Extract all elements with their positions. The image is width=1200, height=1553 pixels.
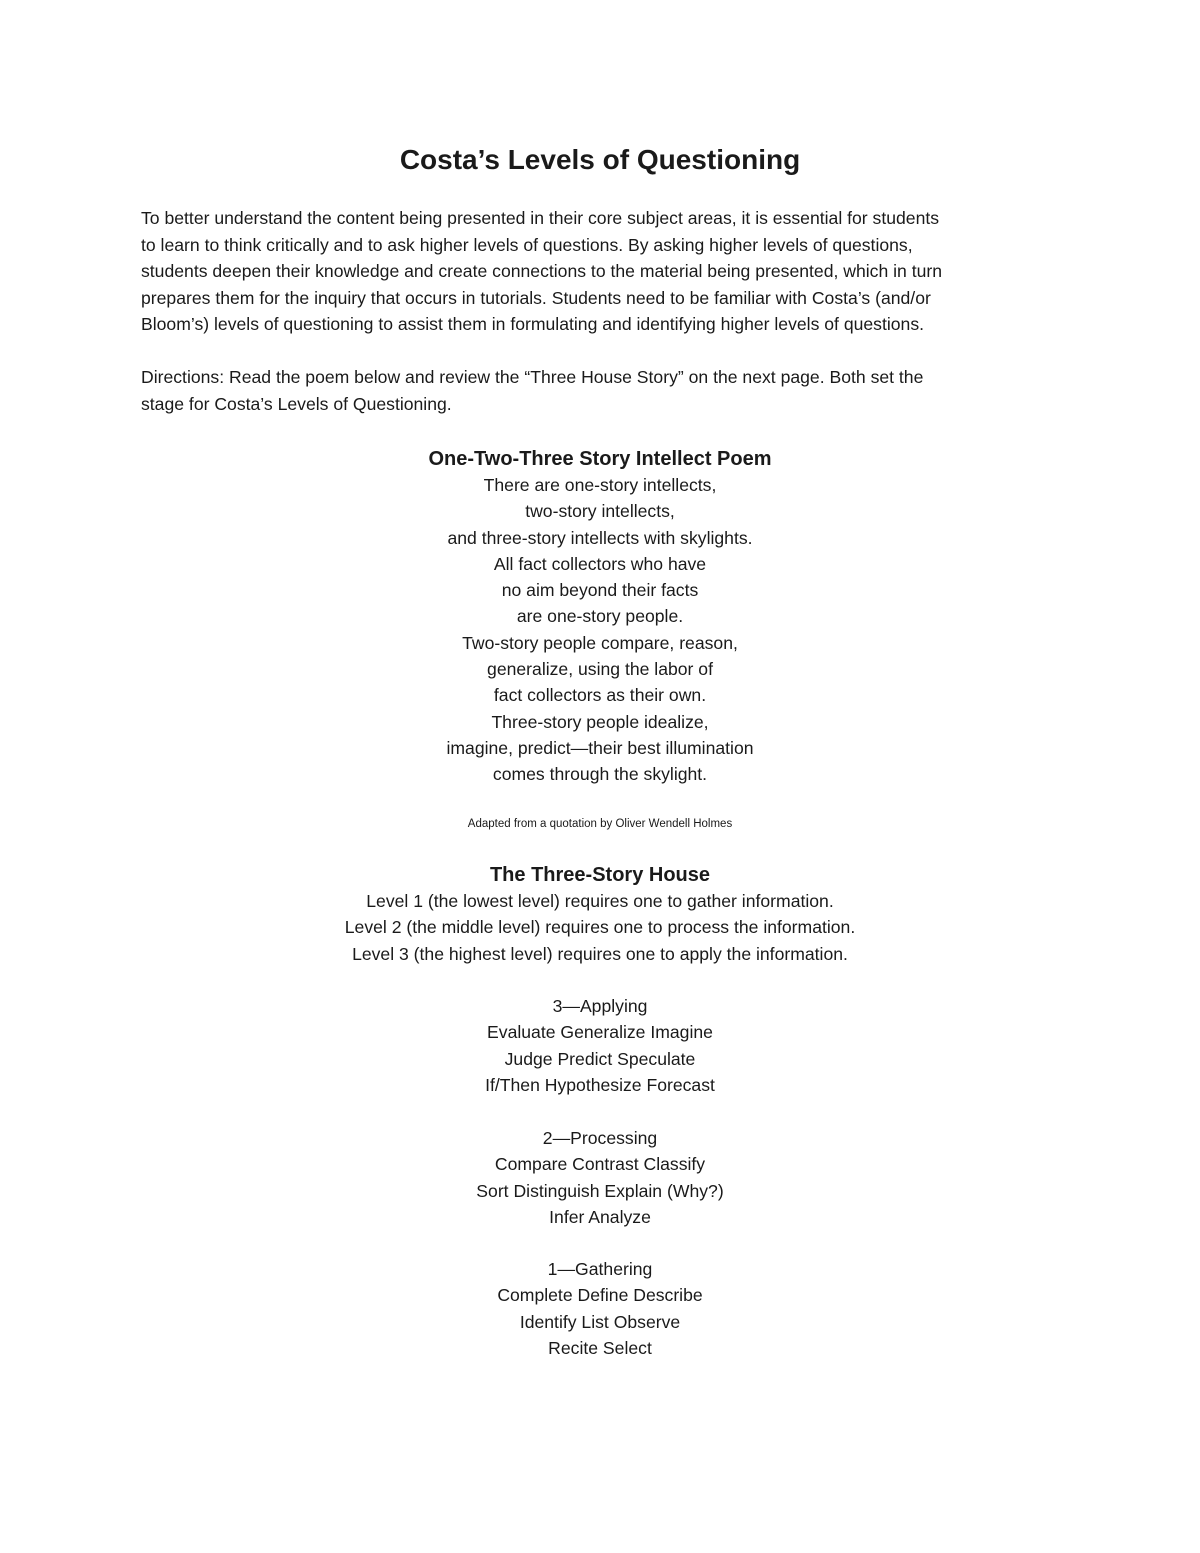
directions-line: stage for Costa’s Levels of Questioning. xyxy=(141,393,452,414)
level-verbs: If/Then Hypothesize Forecast xyxy=(485,1074,715,1095)
level-verbs: Infer Analyze xyxy=(549,1206,651,1227)
level-verbs: Complete Define Describe xyxy=(497,1285,703,1306)
level-heading: 3—Applying xyxy=(552,996,648,1016)
poem-line: are one-story people. xyxy=(516,606,684,627)
level-verbs: Sort Distinguish Explain (Why?) xyxy=(476,1180,724,1201)
poem-attribution: Adapted from a quotation by Oliver Wendell Holmes xyxy=(467,818,733,830)
poem-line: comes through the skylight. xyxy=(492,764,708,785)
house-title: The Three-Story House xyxy=(489,864,711,886)
house-level-line: Level 2 (the middle level) requires one to process the information. xyxy=(344,917,856,938)
poem-line: Three-story people idealize, xyxy=(491,711,709,732)
level-verbs: Identify List Observe xyxy=(519,1311,681,1332)
poem-line: fact collectors as their own. xyxy=(493,685,707,706)
poem-body xyxy=(0,472,1200,788)
house-level-line: Level 1 (the lowest level) requires one to gather information. xyxy=(366,891,834,911)
poem-line: All fact collectors who have xyxy=(493,553,707,574)
poem-line: There are one-story intellects, xyxy=(483,475,717,495)
poem-title: One-Two-Three Story Intellect Poem xyxy=(428,448,772,470)
poem-line: and three-story intellects with skylights. xyxy=(447,527,753,548)
poem-line: imagine, predict—their best illumination xyxy=(446,737,754,758)
level-2-processing xyxy=(0,1125,1200,1230)
intro-paragraph xyxy=(141,205,1066,338)
house-levels xyxy=(0,888,1200,967)
intro-line: To better understand the content being presented in their core subject areas, it is essential for students xyxy=(141,208,940,228)
intro-line: prepares them for the inquiry that occurs in tutorials. Students need to be familiar with Costa’s (and/or xyxy=(141,287,931,308)
level-verbs: Judge Predict Speculate xyxy=(504,1048,696,1069)
level-verbs: Evaluate Generalize Imagine xyxy=(487,1022,713,1043)
page-title: Costa’s Levels of Questioning xyxy=(399,144,801,175)
level-verbs: Recite Select xyxy=(548,1337,652,1358)
level-3-applying xyxy=(0,993,1200,1098)
directions-paragraph xyxy=(141,364,1066,417)
level-heading: 2—Processing xyxy=(542,1128,658,1148)
level-verbs: Compare Contrast Classify xyxy=(494,1154,706,1175)
intro-line: students deepen their knowledge and create connections to the material being presented, which in turn xyxy=(141,261,943,281)
poem-line: two-story intellects, xyxy=(525,501,675,522)
intro-line: to learn to think critically and to ask higher levels of questions. By asking higher levels of questions, xyxy=(141,234,913,255)
level-heading: 1—Gathering xyxy=(547,1259,653,1279)
poem-line: generalize, using the labor of xyxy=(487,659,713,680)
level-1-gathering xyxy=(0,1256,1200,1361)
house-level-line: Level 3 (the highest level) requires one to apply the information. xyxy=(352,943,848,964)
poem-line: Two-story people compare, reason, xyxy=(462,632,738,653)
poem-line: no aim beyond their facts xyxy=(501,580,699,601)
directions-line: Directions: Read the poem below and review the “Three House Story” on the next page. Both set the xyxy=(141,367,924,387)
intro-line: Bloom’s) levels of questioning to assist them in formulating and identifying higher levels of questions. xyxy=(141,314,925,334)
